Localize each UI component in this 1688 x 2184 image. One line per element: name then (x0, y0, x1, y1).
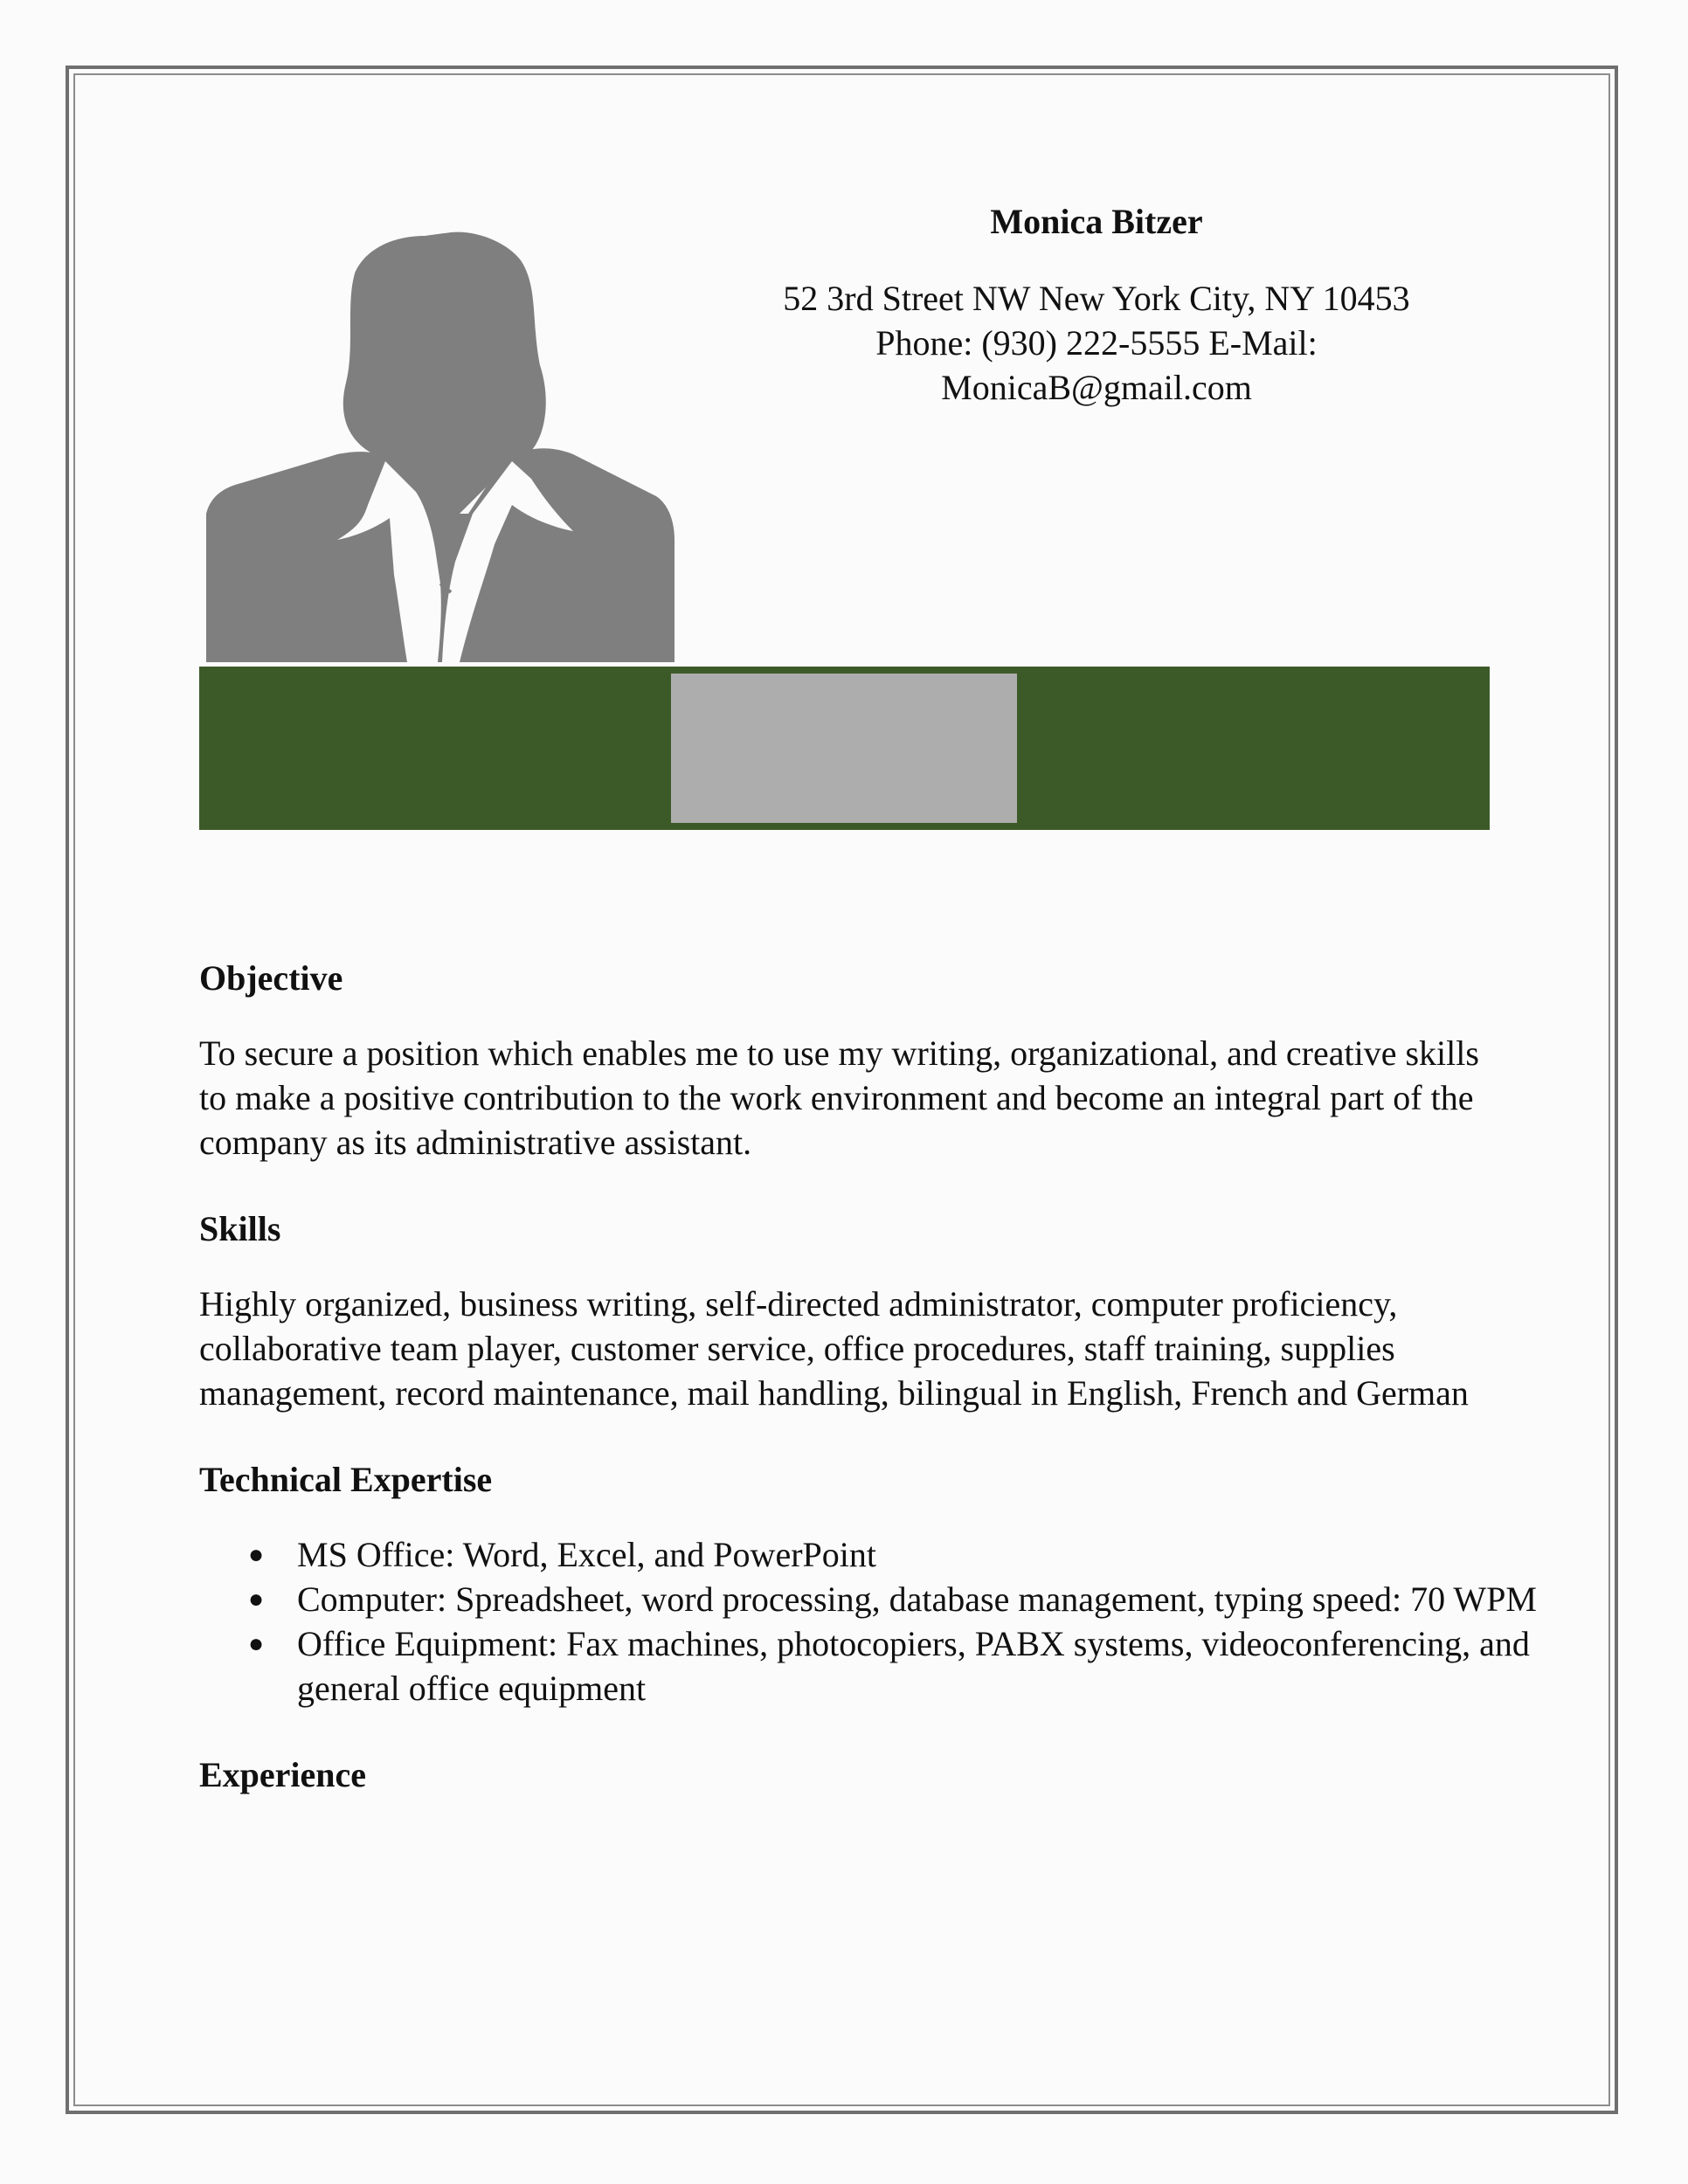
experience-heading: Experience (199, 1755, 367, 1794)
skills-heading: Skills (199, 1209, 281, 1248)
person-silhouette-icon (206, 225, 675, 662)
objective-text: To secure a position which enables me to use my writing, organizational, and creative skills to make a positive contribution to the work environment and become an integral part of the company as its administrative assistant. (199, 1033, 1479, 1162)
technical-expertise-heading: Technical Expertise (199, 1460, 493, 1499)
skills-text: Highly organized, business writing, self-directed administrator, computer proficiency, collaborative team player, customer service, office procedures, staff training, supplies management, record maintenance, mail handling, bilingual in English, French and German (199, 1284, 1469, 1413)
list-item-text: Computer: Spreadsheet, word processing, database management, typing speed: 70 WPM (297, 1579, 1537, 1619)
bullet-icon: ● (248, 1585, 265, 1614)
banner-placeholder-box (671, 674, 1017, 823)
list-item (199, 1621, 1538, 1711)
phone-line: Phone: (930) 222-5555 E-Mail: (875, 323, 1318, 363)
list-item-text: Office Equipment: Fax machines, photocopiers, PABX systems, videoconferencing, and general office equipment (297, 1624, 1530, 1708)
objective-heading: Objective (199, 958, 343, 998)
list-item (199, 1532, 1538, 1577)
candidate-name: Monica Bitzer (990, 202, 1203, 241)
bullet-icon: ● (248, 1629, 265, 1658)
bullet-icon: ● (248, 1540, 265, 1569)
technical-expertise-list (199, 1532, 1537, 1711)
resume-body (199, 952, 1537, 1828)
address-line: 52 3rd Street NW New York City, NY 10453 (783, 279, 1410, 318)
list-item-text: MS Office: Word, Excel, and PowerPoint (297, 1535, 876, 1574)
email-line: MonicaB@gmail.com (941, 368, 1252, 407)
header-banner (199, 667, 1490, 830)
contact-header (716, 194, 1477, 410)
list-item (199, 1577, 1538, 1621)
